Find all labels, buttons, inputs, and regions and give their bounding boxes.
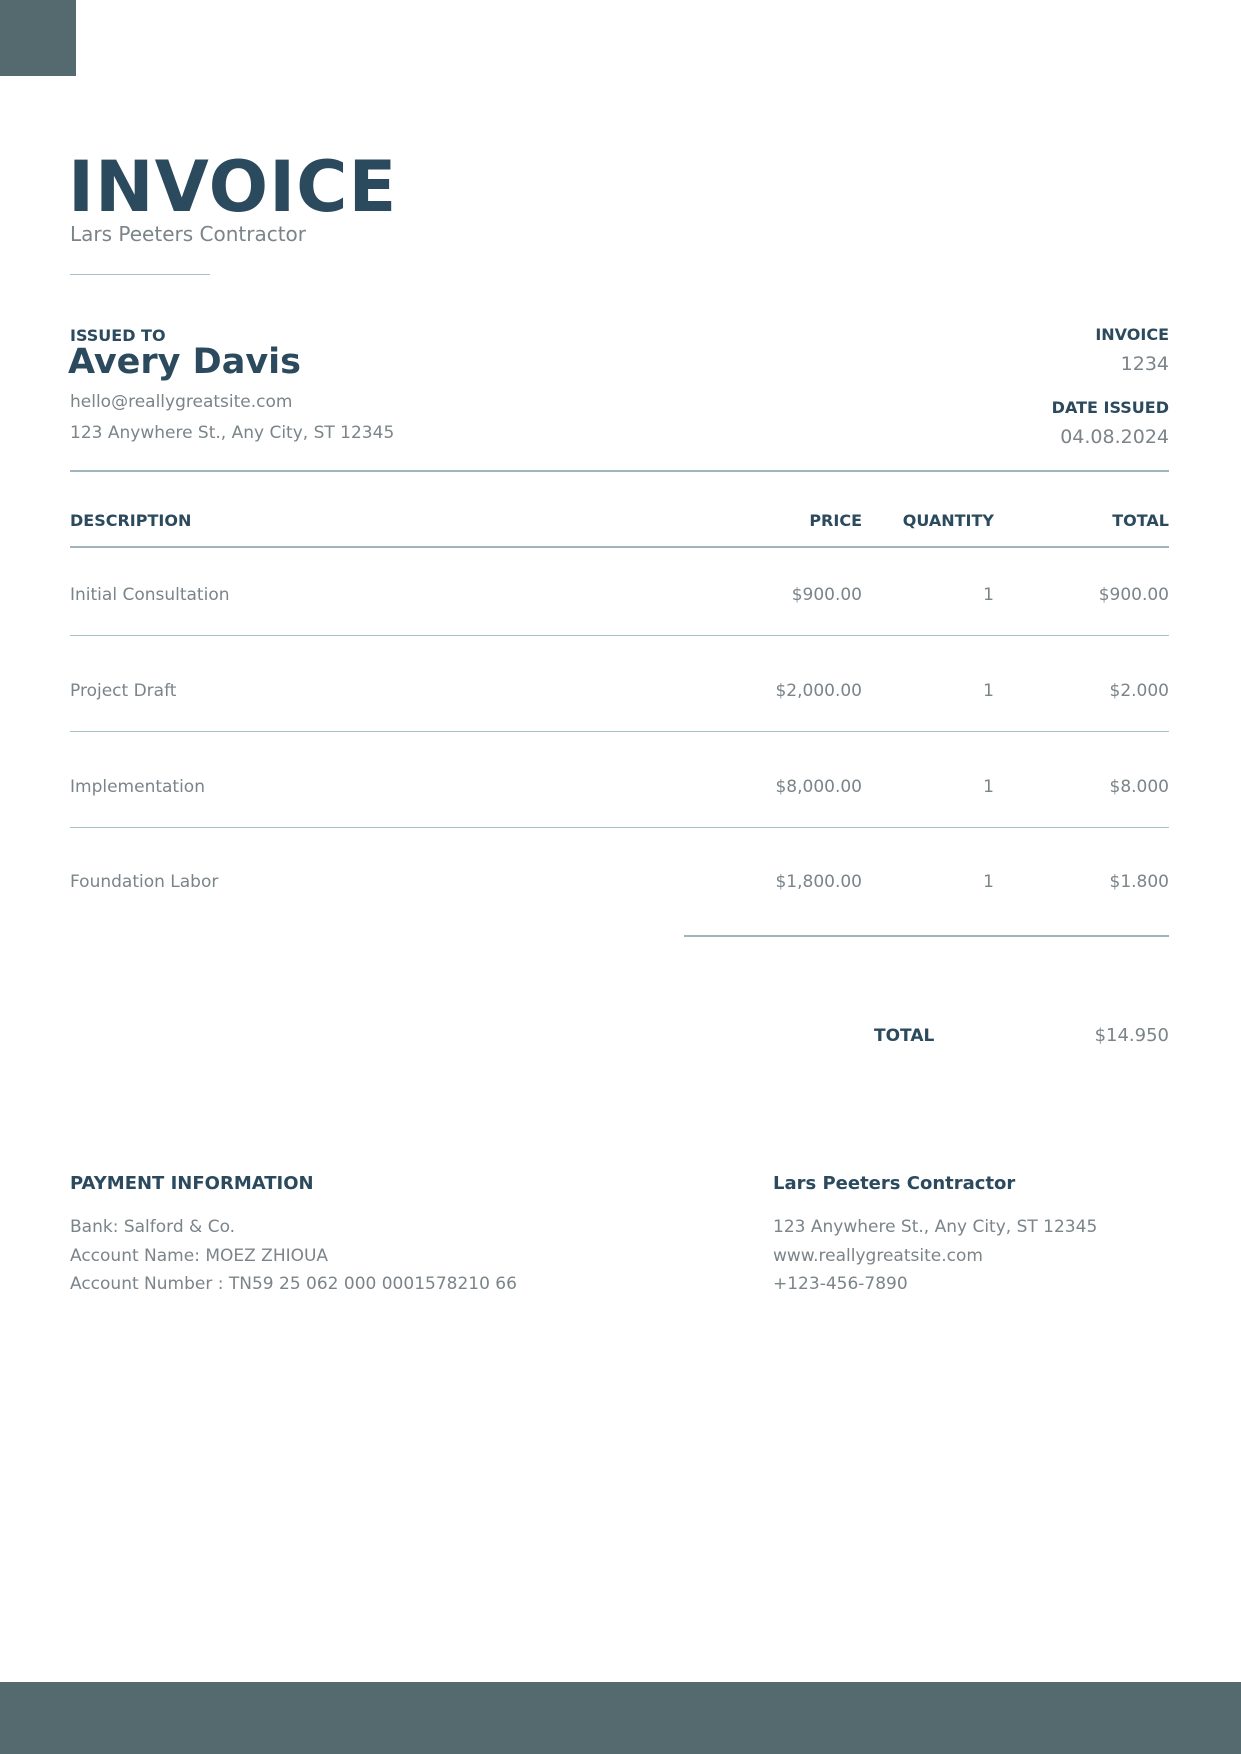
- row-total: $8.000: [1109, 777, 1169, 797]
- row-divider: [70, 731, 1169, 732]
- date-issued: 04.08.2024: [1060, 426, 1169, 448]
- corner-decoration: [0, 0, 76, 76]
- row-total: $1.800: [1109, 872, 1169, 892]
- row-description: Foundation Labor: [70, 872, 219, 892]
- row-price: $900.00: [791, 585, 862, 605]
- row-total: $900.00: [1098, 585, 1169, 605]
- payment-info-title: PAYMENT INFORMATION: [70, 1173, 314, 1194]
- payment-bank: Bank: Salford & Co.: [70, 1217, 236, 1237]
- header-divider: [70, 470, 1169, 472]
- column-header-quantity: QUANTITY: [902, 511, 994, 530]
- table-header-divider: [70, 546, 1169, 548]
- row-quantity: 1: [983, 681, 994, 701]
- grand-total-value: $14.950: [1094, 1025, 1169, 1046]
- footer-band: [0, 1682, 1241, 1754]
- row-description: Initial Consultation: [70, 585, 230, 605]
- company-phone: +123-456-7890: [773, 1274, 908, 1294]
- client-address: 123 Anywhere St., Any City, ST 12345: [70, 423, 395, 443]
- document-title: INVOICE: [68, 146, 398, 228]
- client-name: Avery Davis: [68, 342, 301, 382]
- column-header-total: TOTAL: [1112, 511, 1169, 530]
- row-quantity: 1: [983, 777, 994, 797]
- column-header-price: PRICE: [809, 511, 862, 530]
- row-price: $1,800.00: [775, 872, 862, 892]
- row-quantity: 1: [983, 872, 994, 892]
- row-description: Project Draft: [70, 681, 177, 701]
- client-email: hello@reallygreatsite.com: [70, 392, 293, 412]
- row-price: $2,000.00: [775, 681, 862, 701]
- company-address: 123 Anywhere St., Any City, ST 12345: [773, 1217, 1098, 1237]
- grand-total-label: TOTAL: [874, 1026, 935, 1046]
- row-description: Implementation: [70, 777, 205, 797]
- company-name: Lars Peeters Contractor: [773, 1173, 1016, 1194]
- row-divider: [70, 827, 1169, 828]
- row-price: $8,000.00: [775, 777, 862, 797]
- title-divider: [70, 274, 210, 275]
- row-divider: [70, 635, 1169, 636]
- document-subtitle: Lars Peeters Contractor: [70, 222, 306, 246]
- date-issued-label: DATE ISSUED: [1051, 398, 1169, 417]
- payment-account-number: Account Number : TN59 25 062 000 0001578210 66: [70, 1274, 517, 1294]
- row-total: $2.000: [1109, 681, 1169, 701]
- summary-divider: [684, 935, 1169, 937]
- invoice-number: 1234: [1120, 353, 1169, 375]
- company-website: www.reallygreatsite.com: [773, 1246, 983, 1266]
- payment-account-name: Account Name: MOEZ ZHIOUA: [70, 1246, 329, 1266]
- row-quantity: 1: [983, 585, 994, 605]
- invoice-number-label: INVOICE: [1095, 325, 1169, 344]
- column-header-description: DESCRIPTION: [70, 511, 192, 530]
- issued-to-label: ISSUED TO: [70, 326, 166, 345]
